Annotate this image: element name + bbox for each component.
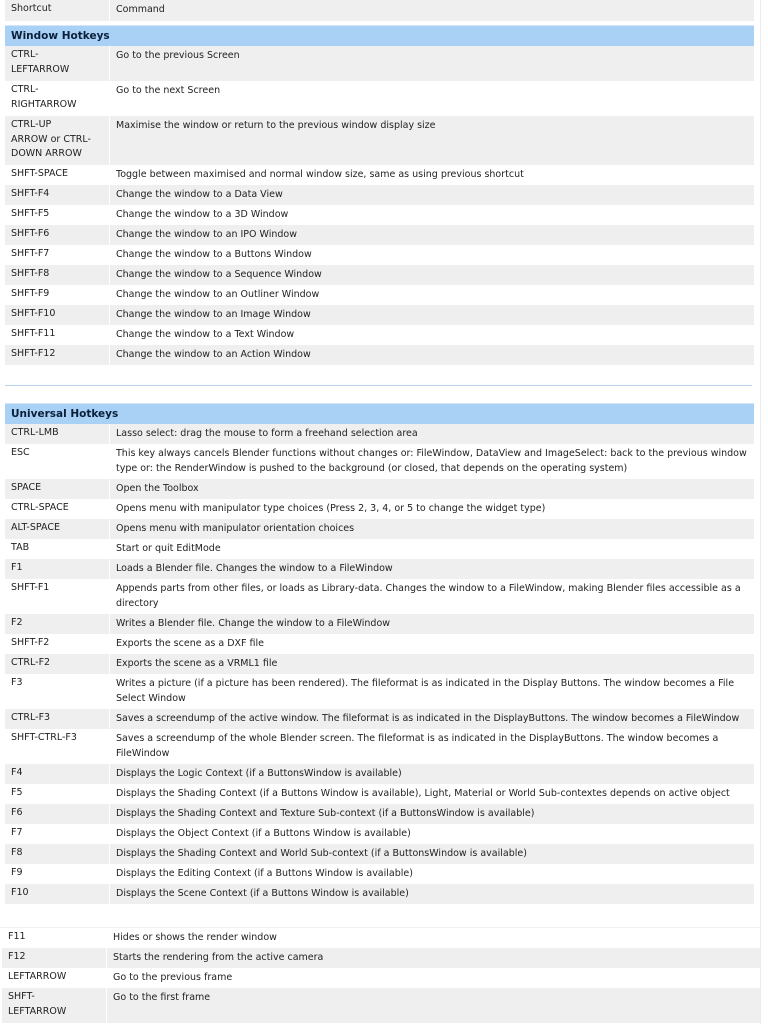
command-description: Appends parts from other files, or loads as Library-data. Changes the window to a FileWindow, making Blender files accessible as a directory: [109, 579, 754, 614]
command-description: Change the window to an IPO Window: [109, 225, 754, 245]
table-row: [5, 265, 754, 285]
table-row: [5, 424, 754, 444]
shortcut-key: CTRL-UP ARROW or CTRL- DOWN ARROW: [11, 119, 91, 159]
table-row: [5, 539, 754, 559]
shortcut-key: LEFTARROW: [8, 971, 67, 982]
command-description: Change the window to a Buttons Window: [109, 245, 754, 265]
table-row: [5, 614, 754, 634]
shortcut-key: SHFT-F12: [11, 348, 56, 359]
table-row: [5, 824, 754, 844]
command-description: Exports the scene as a VRML1 file: [109, 654, 754, 674]
table-row: [5, 479, 754, 499]
column-header-command: Command: [109, 0, 754, 21]
shortcut-key: SPACE: [11, 482, 42, 493]
table-row: [5, 784, 754, 804]
command-description: Change the window to a Sequence Window: [109, 265, 754, 285]
table-row: [5, 225, 754, 245]
command-description: Lasso select: drag the mouse to form a freehand selection area: [109, 424, 754, 444]
table-row: [5, 325, 754, 345]
command-description: Opens menu with manipulator orientation choices: [109, 519, 754, 539]
shortcut-key: F4: [11, 767, 23, 778]
shortcut-key: SHFT-F1: [11, 582, 50, 593]
table-row: [5, 654, 754, 674]
table-row: [5, 345, 754, 365]
command-description: Change the window to an Action Window: [109, 345, 754, 365]
shortcut-key: F3: [11, 677, 23, 688]
shortcut-key: SHFT-F2: [11, 637, 50, 648]
shortcut-key: CTRL-F2: [11, 657, 51, 668]
shortcut-key: F6: [11, 807, 23, 818]
shortcut-key: CTRL-SPACE: [11, 502, 69, 513]
command-description: Displays the Shading Context (if a Buttons Window is available), Light, Material or World Sub-contextes depends on active object: [109, 784, 754, 804]
table-row: [2, 968, 760, 988]
command-description: Change the window to an Image Window: [109, 305, 754, 325]
shortcut-key: F1: [11, 562, 23, 573]
command-description: Displays the Object Context (if a Buttons Window is available): [109, 824, 754, 844]
shortcut-key: F12: [8, 951, 26, 962]
table-row: [5, 634, 754, 654]
command-description: Displays the Shading Context and World Sub-context (if a ButtonsWindow is available): [109, 844, 754, 864]
shortcut-key: ALT-SPACE: [11, 522, 60, 533]
shortcut-key: SHFT- LEFTARROW: [8, 991, 67, 1017]
shortcut-key: SHFT-CTRL-F3: [11, 732, 77, 743]
command-description: Toggle between maximised and normal window size, same as using previous shortcut: [109, 165, 754, 185]
table-row: [5, 305, 754, 325]
table-row: [5, 579, 754, 614]
shortcut-key: F11: [8, 931, 26, 942]
page-edge-line: [760, 0, 761, 1024]
command-description: Start or quit EditMode: [109, 539, 754, 559]
command-description: This key always cancels Blender functions without changes or: FileWindow, DataView and ImageSelect: back to the previous window type or: the RenderWindow is pushed to the background (or closed, that depends on the operating system): [109, 444, 754, 479]
table-row: [5, 444, 754, 479]
command-description: Writes a picture (if a picture has been rendered). The fileformat is as indicated in the Display Buttons. The window becomes a File Select Window: [109, 674, 754, 709]
shortcut-key: SHFT-SPACE: [11, 168, 68, 179]
shortcut-key: CTRL-F3: [11, 712, 51, 723]
window-hotkeys-title: Window Hotkeys: [5, 25, 754, 46]
continued-hotkeys-table: [2, 928, 760, 1023]
command-description: Change the window to an Outliner Window: [109, 285, 754, 305]
table-row: [5, 884, 754, 904]
command-description: Displays the Shading Context and Texture Sub-context (if a ButtonsWindow is available): [109, 804, 754, 824]
table-row: [5, 205, 754, 225]
command-description: Writes a Blender file. Change the window to a FileWindow: [109, 614, 754, 634]
command-description: Saves a screendump of the whole Blender screen. The fileformat is as indicated in the DisplayButtons. The window becomes a FileWindow: [109, 729, 754, 764]
shortcut-key: SHFT-F10: [11, 308, 56, 319]
table-row: [2, 928, 760, 948]
command-description: Loads a Blender file. Changes the window to a FileWindow: [109, 559, 754, 579]
command-description: Exports the scene as a DXF file: [109, 634, 754, 654]
table-row: [5, 81, 754, 116]
shortcut-key: SHFT-F9: [11, 288, 50, 299]
shortcut-key: CTRL- LEFTARROW: [11, 49, 70, 75]
shortcut-key: SHFT-F11: [11, 328, 56, 339]
command-description: Go to the first frame: [106, 988, 760, 1023]
shortcut-key: F9: [11, 867, 23, 878]
table-row: [5, 185, 754, 205]
shortcut-key: F5: [11, 787, 23, 798]
command-description: Saves a screendump of the active window. The fileformat is as indicated in the DisplayButtons. The window becomes a FileWindow: [109, 709, 754, 729]
table-row: [5, 116, 754, 165]
shortcut-key: F10: [11, 887, 29, 898]
table-row: [5, 674, 754, 709]
table-row: [5, 245, 754, 265]
shortcut-key: TAB: [11, 542, 30, 553]
table-row: [5, 165, 754, 185]
command-description: Displays the Editing Context (if a Buttons Window is available): [109, 864, 754, 884]
command-description: Displays the Scene Context (if a Buttons Window is available): [109, 884, 754, 904]
shortcut-key: F7: [11, 827, 23, 838]
universal-hotkeys-section: [5, 403, 754, 904]
table-row: [5, 285, 754, 305]
table-row: [5, 729, 754, 764]
command-description: Change the window to a Data View: [109, 185, 754, 205]
table-row: [2, 948, 760, 968]
shortcut-key: F8: [11, 847, 23, 858]
table-row: [5, 804, 754, 824]
command-description: Displays the Logic Context (if a ButtonsWindow is available): [109, 764, 754, 784]
shortcut-key: SHFT-F7: [11, 248, 50, 259]
window-hotkeys-section: [5, 25, 754, 365]
shortcut-key: SHFT-F6: [11, 228, 50, 239]
command-description: Hides or shows the render window: [106, 928, 760, 948]
section-divider: [5, 385, 752, 386]
table-row: [5, 559, 754, 579]
table-row: [2, 988, 760, 1023]
command-description: Open the Toolbox: [109, 479, 754, 499]
table-row: [5, 46, 754, 81]
shortcut-key: SHFT-F8: [11, 268, 50, 279]
table-header: [5, 0, 754, 21]
command-description: Opens menu with manipulator type choices (Press 2, 3, 4, or 5 to change the widget type): [109, 499, 754, 519]
table-row: [5, 864, 754, 884]
universal-hotkeys-table: [5, 424, 754, 904]
table-row: [5, 499, 754, 519]
shortcut-key: CTRL-LMB: [11, 427, 59, 438]
command-description: Go to the next Screen: [109, 81, 754, 116]
table-header-row: [5, 0, 754, 21]
table-row: [5, 764, 754, 784]
command-description: Change the window to a Text Window: [109, 325, 754, 345]
continued-section: [2, 928, 760, 1023]
column-header-shortcut: Shortcut: [11, 3, 52, 14]
command-description: Change the window to a 3D Window: [109, 205, 754, 225]
shortcut-key: F2: [11, 617, 23, 628]
table-row: [5, 709, 754, 729]
shortcut-key: SHFT-F4: [11, 188, 50, 199]
universal-hotkeys-title: Universal Hotkeys: [5, 403, 754, 424]
command-description: Maximise the window or return to the previous window display size: [109, 116, 754, 165]
command-description: Go to the previous frame: [106, 968, 760, 988]
shortcut-key: CTRL- RIGHTARROW: [11, 84, 77, 110]
window-hotkeys-table: [5, 46, 754, 365]
command-description: Starts the rendering from the active camera: [106, 948, 760, 968]
shortcut-key: SHFT-F5: [11, 208, 50, 219]
shortcut-key: ESC: [11, 447, 30, 458]
command-description: Go to the previous Screen: [109, 46, 754, 81]
table-row: [5, 519, 754, 539]
table-row: [5, 844, 754, 864]
